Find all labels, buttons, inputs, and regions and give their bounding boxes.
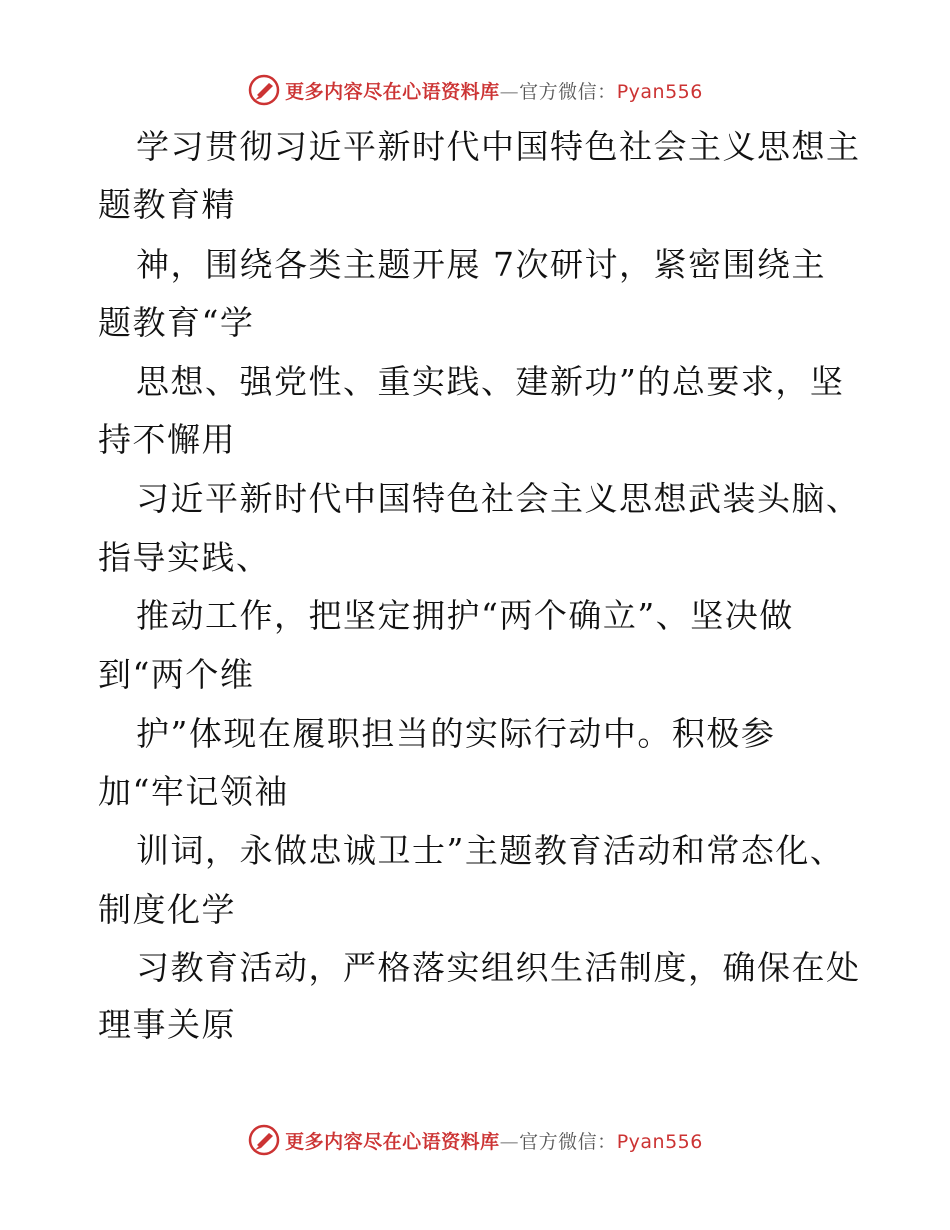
header-wechat-id: Pyan556 (616, 80, 703, 103)
header-dash: — (499, 80, 520, 103)
footer-brand-name: 更多内容尽在心语资料库 (285, 1130, 500, 1153)
body-line: 学习贯彻习近平新时代中国特色社会主义思想主 (136, 127, 861, 166)
body-line: 持不懈用 (98, 420, 236, 459)
footer-wechat-id: Pyan556 (616, 1130, 703, 1153)
body-line: 指导实践、 (98, 538, 271, 577)
footer-dash: — (499, 1130, 520, 1153)
body-line: 题教育“学 (98, 303, 255, 342)
header-brand-name: 更多内容尽在心语资料库 (285, 80, 500, 103)
body-line: 习教育活动，严格落实组织生活制度，确保在处 (136, 948, 861, 987)
body-line: 习近平新时代中国特色社会主义思想武装头脑、 (136, 479, 861, 518)
header-wechat-label: 官方微信： (519, 80, 617, 103)
body-line: 到“两个维 (98, 655, 255, 694)
footer-banner (0, 1120, 950, 1160)
body-line: 训词，永做忠诚卫士”主题教育活动和常态化、 (136, 831, 845, 870)
body-line: 题教育精 (98, 185, 236, 224)
body-line: 制度化学 (98, 890, 236, 929)
body-line: 思想、强党性、重实践、建新功”的总要求，坚 (136, 362, 845, 401)
body-line: 理事关原 (98, 1005, 236, 1044)
footer-brand-text (285, 1127, 703, 1154)
footer-wechat-label: 官方微信： (519, 1130, 617, 1153)
footer-banner-content (247, 1123, 703, 1157)
body-line: 神，围绕各类主题开展 7次研讨，紧密围绕主 (136, 245, 826, 284)
body-line: 护”体现在履职担当的实际行动中。积极参 (136, 714, 776, 753)
body-line: 加“牢记领袖 (98, 772, 289, 811)
brand-logo-icon (247, 1123, 281, 1157)
body-line: 推动工作，把坚定拥护“两个确立”、坚决做 (136, 596, 794, 635)
